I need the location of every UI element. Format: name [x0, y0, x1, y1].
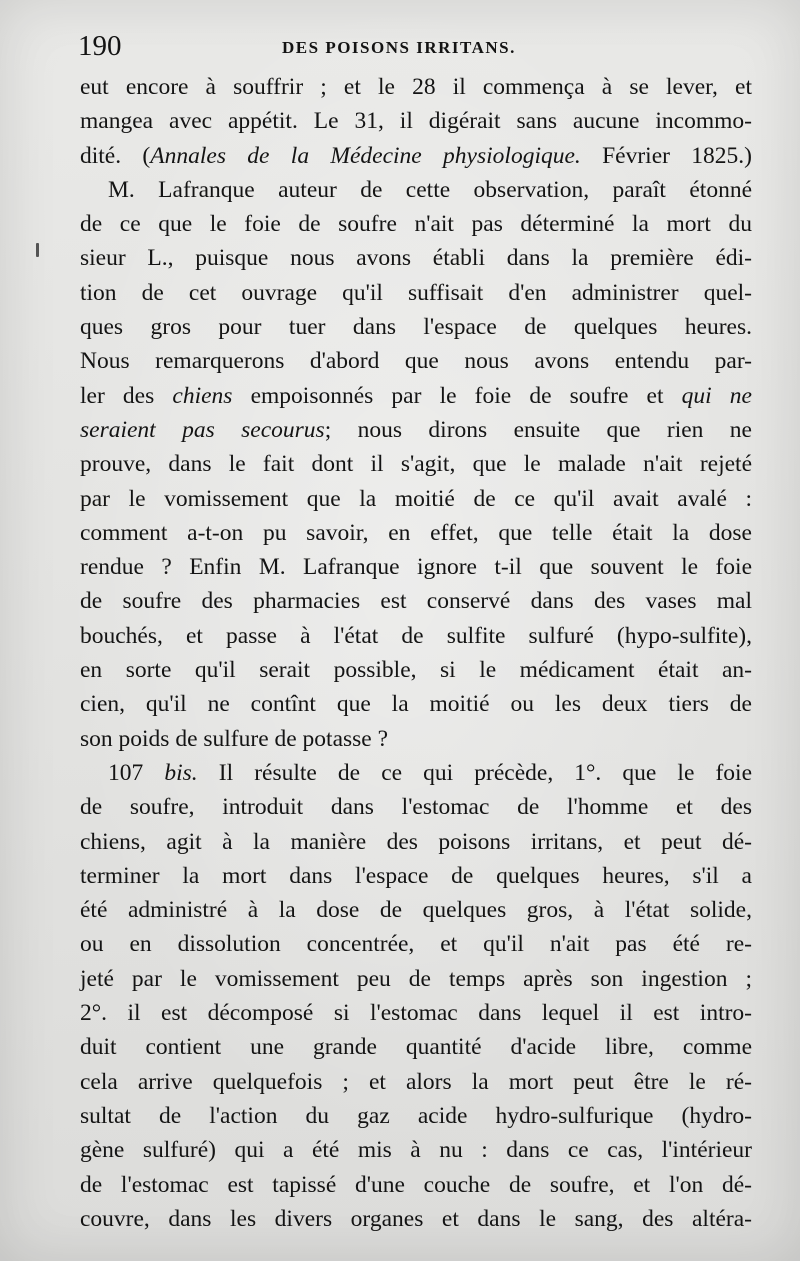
running-head: DES POISONS IRRITANS.: [282, 38, 516, 57]
text-line: terminer la mort dans l'espace de quelques heures, s'il a: [80, 862, 752, 889]
margin-mark: [36, 243, 39, 257]
paragraph-start-line: M. Lafranque auteur de cette observation, paraît étonné: [108, 176, 752, 203]
paragraph-start-line: [80, 756, 752, 790]
text-segment: Février 1825.): [580, 142, 752, 169]
text-line: Nous remarquerons d'abord que nous avons entendu par-: [80, 348, 752, 375]
text-line: de l'estomac est tapissé d'une couche de soufre, et l'on dé-: [80, 1171, 752, 1198]
text-line: rendue ? Enfin M. Lafranque ignore t-il que souvent le foie: [80, 554, 752, 581]
text-line: [80, 413, 752, 447]
text-line: bouchés, et passe à l'état de sulfite sulfuré (hypo-sulfite),: [80, 622, 752, 649]
body-text: [80, 70, 752, 1236]
text-line: couvre, dans les divers organes et dans le sang, des altéra-: [80, 1205, 752, 1232]
text-line: gène sulfuré) qui a été mis à nu : dans ce cas, l'intérieur: [80, 1137, 752, 1164]
text-segment: empoisonnés par le foie de soufre et: [232, 382, 682, 409]
section-number: 107: [108, 759, 165, 786]
text-line: tion de cet ouvrage qu'il suffisait d'en administrer quel-: [80, 279, 752, 306]
text-line: en sorte qu'il serait possible, si le médicament était an-: [80, 657, 752, 684]
italic-phrase: qui ne: [681, 382, 752, 409]
text-line: prouve, dans le fait dont il s'agit, que le malade n'ait rejeté: [80, 451, 752, 478]
text-line: sultat de l'action du gaz acide hydro-sulfurique (hydro-: [80, 1102, 752, 1129]
text-line: [80, 379, 752, 413]
text-line: 2°. il est décomposé si l'estomac dans lequel il est intro-: [80, 1000, 752, 1027]
italic-word: chiens: [172, 382, 233, 409]
text-line: sieur L., puisque nous avons établi dans la première édi-: [80, 245, 752, 272]
citation-italic: Annales de la Médecine physiologique.: [150, 142, 581, 169]
text-line: par le vomissement que la moitié de ce qu'il avait avalé :: [80, 485, 752, 512]
text-line: de ce que le foie de soufre n'ait pas déterminé la mort du: [80, 211, 752, 238]
text-line: eut encore à souffrir ; et le 28 il commença à se lever, et: [80, 74, 752, 100]
text-line: jeté par le vomissement peu de temps après son ingestion ;: [80, 965, 752, 992]
text-line: cien, qu'il ne contînt que la moitié ou les deux tiers de: [80, 691, 752, 718]
text-line: duit contient une grande quantité d'acide libre, comme: [80, 1034, 752, 1061]
text-segment: ; nous dirons ensuite que rien ne: [324, 416, 752, 443]
text-line: [80, 139, 752, 173]
page-number: 190: [78, 30, 122, 62]
text-segment: dité. (: [80, 142, 151, 169]
text-line: cela arrive quelquefois ; et alors la mort peut être le ré-: [80, 1068, 752, 1095]
text-line: comment a-t-on pu savoir, en effet, que telle était la dose: [80, 519, 752, 546]
text-segment: ler des: [80, 382, 173, 409]
paragraph-end-line: son poids de sulfure de potasse ?: [80, 725, 389, 752]
text-line: mangea avec appétit. Le 31, il digérait sans aucune incommo-: [80, 108, 752, 135]
text-line: ques gros pour tuer dans l'espace de quelques heures.: [80, 314, 752, 341]
page-header: [78, 30, 760, 66]
italic-word: bis.: [164, 759, 198, 786]
italic-phrase: seraient pas secourus: [80, 416, 325, 443]
text-line: ou en dissolution concentrée, et qu'il n'ait pas été re-: [80, 931, 752, 958]
text-line: été administré à la dose de quelques gros, à l'état solide,: [80, 897, 752, 924]
text-line: de soufre des pharmacies est conservé dans des vases mal: [80, 588, 752, 615]
text-line: chiens, agit à la manière des poisons irritans, et peut dé-: [80, 828, 752, 855]
text-segment: Il résulte de ce qui précède, 1°. que le foie: [197, 759, 753, 786]
text-line: de soufre, introduit dans l'estomac de l'homme et des: [80, 794, 752, 821]
